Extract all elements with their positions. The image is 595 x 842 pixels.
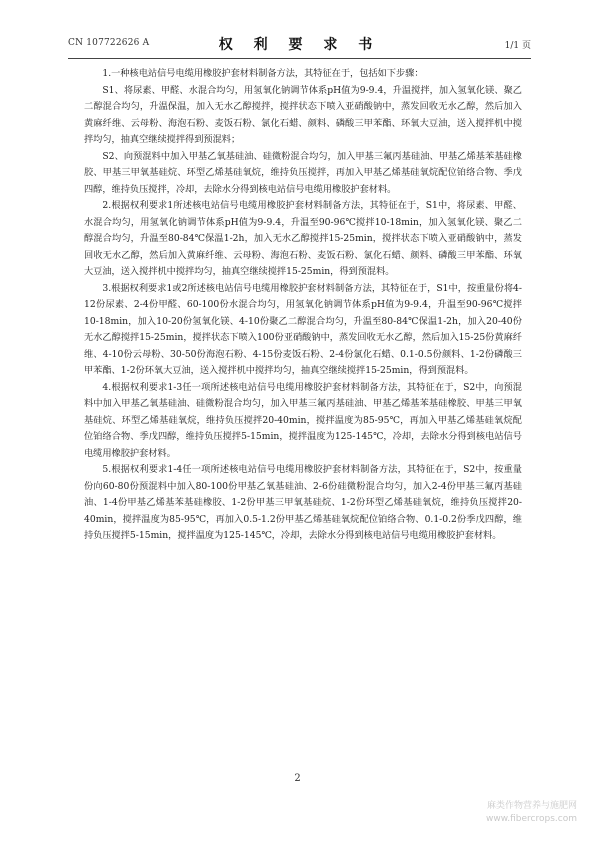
publication-number: CN 107722626 A [68,38,150,48]
claim-paragraph: 3.根据权利要求1或2所述核电站信号电缆用橡胶护套材料制备方法，其特征在于，S1中，按重量份将4-12份尿素、2-4份甲醛、60-100份水混合均匀，用氢氧化钠调节体系pH值为9-9.4，升温至90-96℃搅拌10-18min，加入10-20份氢氧化镁、4-10份聚乙二醇混合均匀，升温至80-84℃保温1-2h，加入20-40份无水乙醇搅拌15-25min，搅拌状态下喷入100份亚硝酸钠中，蒸发回收无水乙醇，然后加入15-25份黄麻纤维、4-10份云母粉、30-50份海泡石粉、4-15份麦饭石粉、2-4份氯化石蜡、0.1-0.5份颜料、1-2份磷酸三甲苯酯、1-2份环氧大豆油，送入搅拌机中搅拌均匀，抽真空继续搅拌15-25min，得到预混料。 [84,282,522,376]
watermark-line-1: 麻类作物营养与施肥网 [486,801,577,811]
claim-paragraph: S2、向预混料中加入甲基乙氧基硅油、硅微粉混合均匀，加入甲基三氟丙基硅油、甲基乙烯基苯基硅橡胶、甲基三甲氧基硅烷、环型乙烯基硅氧烷，维持负压搅拌，再加入甲基乙烯基硅氧烷配位铂络合物、季戊四醇，维持负压搅拌，冷却，去除水分得到核电站信号电缆用橡胶护套材料。 [84,150,522,195]
claim-paragraph: 2.根据权利要求1所述核电站信号电缆用橡胶护套材料制备方法，其特征在于，S1中，将尿素、甲醛、水混合均匀，用氢氧化钠调节体系pH值为9-9.4，升温至90-96℃搅拌10-18min，加入氢氧化镁、聚乙二醇混合均匀，升温至80-84℃保温1-2h，加入无水乙醇搅拌15-25min，搅拌状态下喷入亚硝酸钠中，蒸发回收无水乙醇，然后加入黄麻纤维、云母粉、海泡石粉、麦饭石粉、氯化石蜡、颜料、磷酸三甲苯酯、环氧大豆油，送入搅拌机中搅拌均匀，抽真空继续搅拌15-25min，得到预混料。 [84,200,522,277]
header-divider [68,58,531,59]
claims-body [84,66,522,545]
claim-paragraph: 4.根据权利要求1-3任一项所述核电站信号电缆用橡胶护套材料制备方法，其特征在于，S2中，向预混料中加入甲基乙氧基硅油、硅微粉混合均匀，加入甲基三氟丙基硅油、甲基乙烯基苯基硅橡胶、甲基三甲氧基硅烷、环型乙烯基硅氧烷，维持负压搅拌20-40min，搅拌温度为85-95℃，再加入甲基乙烯基硅氧烷配位铂络合物、季戊四醇，维持负压搅拌5-15min，搅拌温度为125-145℃，冷却，去除水分得到核电站信号电缆用橡胶护套材料。 [84,381,522,459]
claim-paragraph: 1.一种核电站信号电缆用橡胶护套材料制备方法，其特征在于，包括如下步骤： [102,68,424,79]
page-number: 2 [294,773,301,784]
page-title: 权 利 要 求 书 [218,37,381,53]
watermark-line-2: www.fibercrops.com [486,814,577,824]
page-info: 1/1 页 [504,41,531,51]
page-header [68,34,531,56]
claim-paragraph: 5.根据权利要求1-4任一项所述核电站信号电缆用橡胶护套材料制备方法，其特征在于，S2中，按重量份向60-80份预混料中加入80-100份甲基乙氧基硅油、2-6份硅微粉混合均匀，加入2-4份甲基三氟丙基硅油、1-4份甲基乙烯基苯基硅橡胶、1-2份甲基三甲氧基硅烷、1-2份环型乙烯基硅氧烷，维持负压搅拌20-40min，搅拌温度为85-95℃，再加入0.5-1.2份甲基乙烯基硅氧烷配位铂络合物、0.1-0.2份季戊四醇，维持负压搅拌5-15min，搅拌温度为125-145℃，冷却，去除水分得到核电站信号电缆用橡胶护套材料。 [84,464,522,541]
site-watermark [486,800,577,826]
claim-paragraph: S1、将尿素、甲醛、水混合均匀，用氢氧化钠调节体系pH值为9-9.4，升温搅拌，加入氢氧化镁、聚乙二醇混合均匀，升温保温，加入无水乙醇搅拌，搅拌状态下喷入亚硝酸钠中，蒸发回收无水乙醇，然后加入黄麻纤维、云母粉、海泡石粉、麦饭石粉、氯化石蜡、颜料、磷酸三甲苯酯、环氧大豆油，送入搅拌机中搅拌均匀，抽真空继续搅拌得到预混料； [84,84,522,145]
